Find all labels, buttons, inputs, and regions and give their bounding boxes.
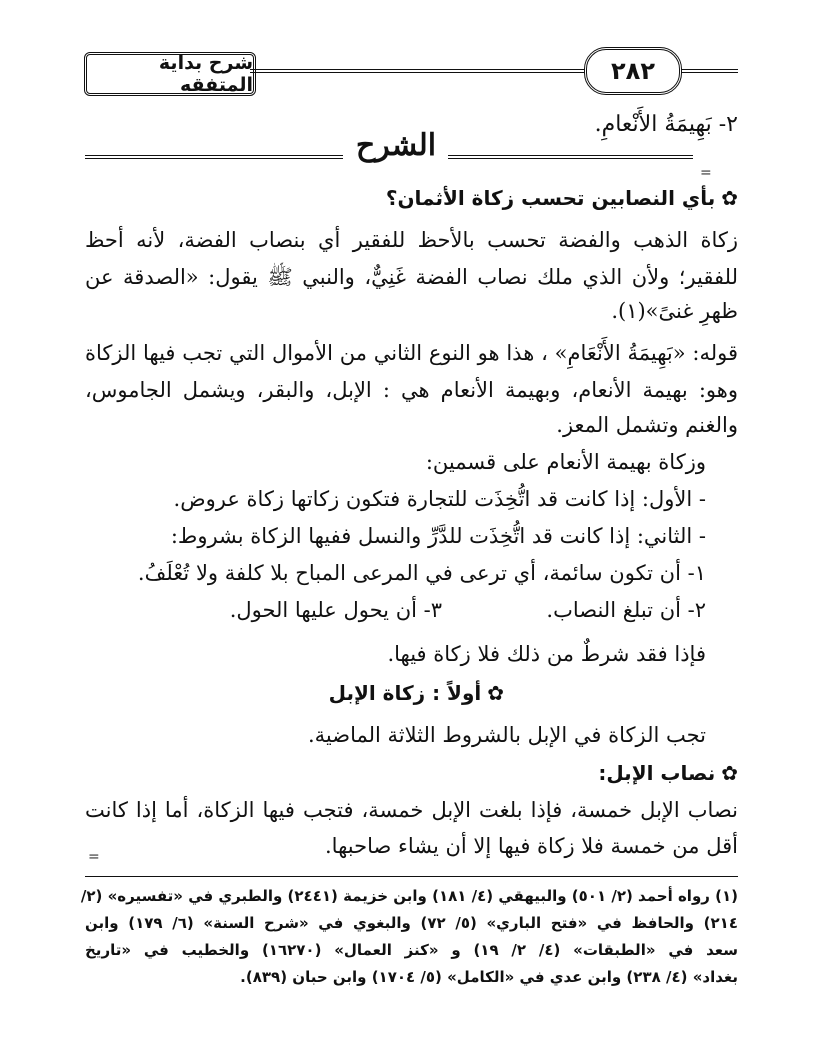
book-title: شرح بداية المتفقه (84, 52, 256, 96)
condition-three: ٣- أن يحول عليها الحول. (229, 598, 442, 622)
camels-text: تجب الزكاة في الإبل بالشروط الثلاثة الماضية. (308, 723, 706, 747)
question-heading-text: نصاب الإبل: (598, 761, 716, 785)
paragraph-line: قوله: «بَهِيمَةُ الأَنْعَامِ» ، هذا هو النوع الثاني من الأموال التي تجب فيها الزكاة (85, 341, 738, 365)
margin-mark: = (88, 849, 100, 865)
intro-item: ٢- بَهِيمَةُ الأَنْعامِ. (594, 112, 738, 137)
condition-two: ٢- أن تبلغ النصاب. (546, 598, 706, 622)
flower-ornament-icon: ✿ (721, 761, 738, 785)
divider-rule-left (85, 155, 343, 159)
section-heading-text: أولاً : زكاة الإبل (328, 681, 482, 705)
paragraph-line: نصاب الإبل خمسة، فإذا بلغت الإبل خمسة، فتجب فيها الزكاة، أما إذا كانت (85, 798, 738, 822)
footnote-line: بغداد» (٤/ ٢٣٨) وابن عدي في «الكامل» (٥/ ١٧٠٤) وابن حبان (٨٣٩). (240, 968, 738, 986)
section-title: الشرح (355, 128, 437, 163)
margin-mark: = (700, 165, 712, 181)
paragraph-line: وهو: بهيمة الأنعام، وبهيمة الأنعام هي : الإبل، والبقر، ويشمل الجاموس، (85, 378, 738, 402)
types-intro: وزكاة بهيمة الأنعام على قسمين: (425, 450, 706, 474)
paragraph-line: للفقير؛ ولأن الذي ملك نصاب الفضة غَنِيٌّ، والنبي ﷺ يقول: «الصدقة عن (85, 265, 738, 289)
footnote-line: ٢١٤) والحافظ في «فتح الباري» (٥/ ٧٢) والبغوي في «شرح السنة» (٦/ ١٧٩) وابن (85, 914, 738, 932)
divider-rule-right (448, 155, 693, 159)
paragraph-line: والغنم وتشمل المعز. (556, 413, 738, 437)
question-heading-2 (598, 758, 738, 788)
footnote-line: (١) رواه أحمد (٢/ ٥٠١) والبيهقي (٤/ ١٨١) وابن خزيمة (٢٤٤١) والطبري في «تفسيره» (٢/ (80, 887, 738, 905)
flower-ornament-icon: ✿ (721, 186, 738, 210)
paragraph-line: أقل من خمسة فلا زكاة فيها إلا أن يشاء صاحبها. (325, 834, 738, 858)
question-heading-1 (386, 183, 738, 213)
question-heading-text: بأي النصابين تحسب زكاة الأثمان؟ (385, 186, 716, 210)
type-two: - الثاني: إذا كانت قد اتُّخِذَت للدَّرِّ والنسل ففيها الزكاة بشروط: (170, 524, 706, 548)
paragraph-line: زكاة الذهب والفضة تحسب بالأحظ للفقير أي بنصاب الفضة، لأنه أحظ (85, 228, 738, 252)
type-one: - الأول: إذا كانت قد اتُّخِذَت للتجارة فتكون زكاتها زكاة عروض. (173, 487, 706, 511)
section-heading-camels (329, 678, 504, 708)
paragraph-line: ظهرِ غنىً»(١). (611, 299, 738, 323)
conclusion: فإذا فقد شرطٌ من ذلك فلا زكاة فيها. (387, 642, 706, 666)
flower-ornament-icon: ✿ (487, 681, 504, 705)
condition-one: ١- أن تكون سائمة، أي ترعى في المرعى المباح بلا كلفة ولا تُعْلَفُ. (137, 561, 706, 585)
page-number: ٢٨٢ (584, 47, 682, 95)
footnote-rule (85, 876, 738, 877)
footnote-line: سعد في «الطبقات» (٤/ ٢/ ١٩) و «كنز العمال» (١٦٢٧٠) والخطيب في «تاريخ (85, 941, 738, 959)
